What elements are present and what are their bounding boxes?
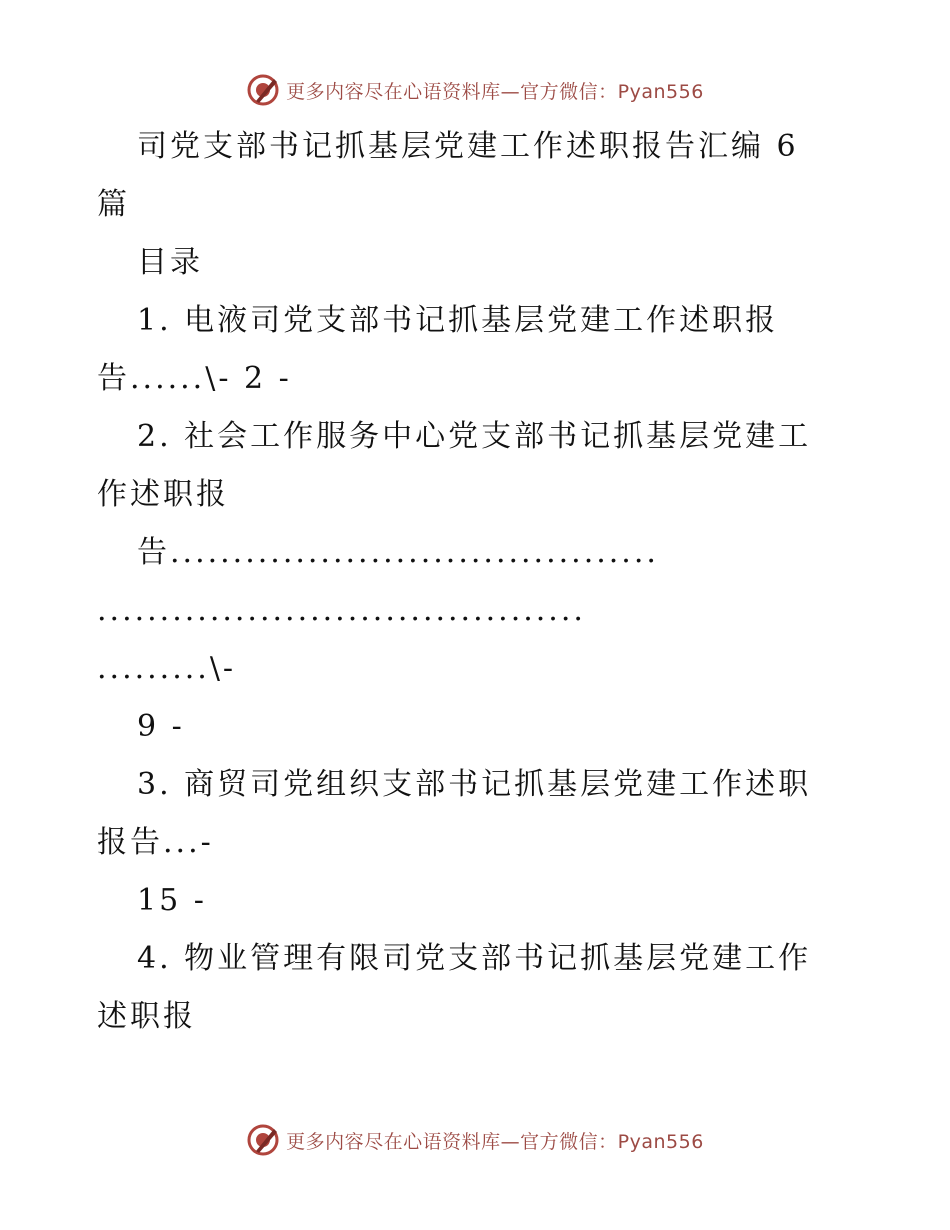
toc-item-3-line-1: 3. 商贸司党组织支部书记抓基层党建工作述职: [137, 767, 812, 802]
toc-item-2-line-1: 2. 社会工作服务中心党支部书记抓基层党建工: [137, 419, 812, 454]
doc-title-line-2: 篇: [97, 187, 130, 222]
footer-banner: [0, 1120, 950, 1160]
document-body: [97, 118, 857, 1046]
toc-item-2-line-5: .........\-: [97, 651, 237, 686]
footer-banner-text: 更多内容尽在心语资料库—官方微信：Pyan556: [286, 1130, 704, 1153]
pen-logo-icon: [246, 73, 280, 107]
toc-item-2-line-3: 告.......................................: [137, 535, 659, 570]
toc-item-4-line-2: 述职报: [97, 999, 196, 1034]
pen-logo-icon: [246, 1123, 280, 1157]
header-banner-inner: [246, 73, 704, 107]
footer-banner-inner: [246, 1123, 704, 1157]
toc-item-3-page: 15 -: [137, 883, 207, 918]
header-banner-text: 更多内容尽在心语资料库—官方微信：Pyan556: [286, 80, 704, 103]
toc-item-2-page: 9 -: [137, 709, 185, 744]
toc-item-2-line-4: .......................................: [97, 593, 586, 628]
doc-title-line-1: 司党支部书记抓基层党建工作述职报告汇编 6: [137, 129, 799, 164]
toc-item-4-line-1: 4. 物业管理有限司党支部书记抓基层党建工作: [137, 941, 812, 976]
toc-heading: 目录: [137, 245, 203, 280]
toc-item-1-line-2: 告......\- 2 -: [97, 361, 292, 396]
toc-item-1-line-1: 1. 电液司党支部书记抓基层党建工作述职报: [137, 303, 779, 338]
toc-item-2-line-2: 作述职报: [97, 477, 229, 512]
header-banner: [0, 70, 950, 110]
toc-item-3-line-2: 报告...-: [97, 825, 214, 860]
